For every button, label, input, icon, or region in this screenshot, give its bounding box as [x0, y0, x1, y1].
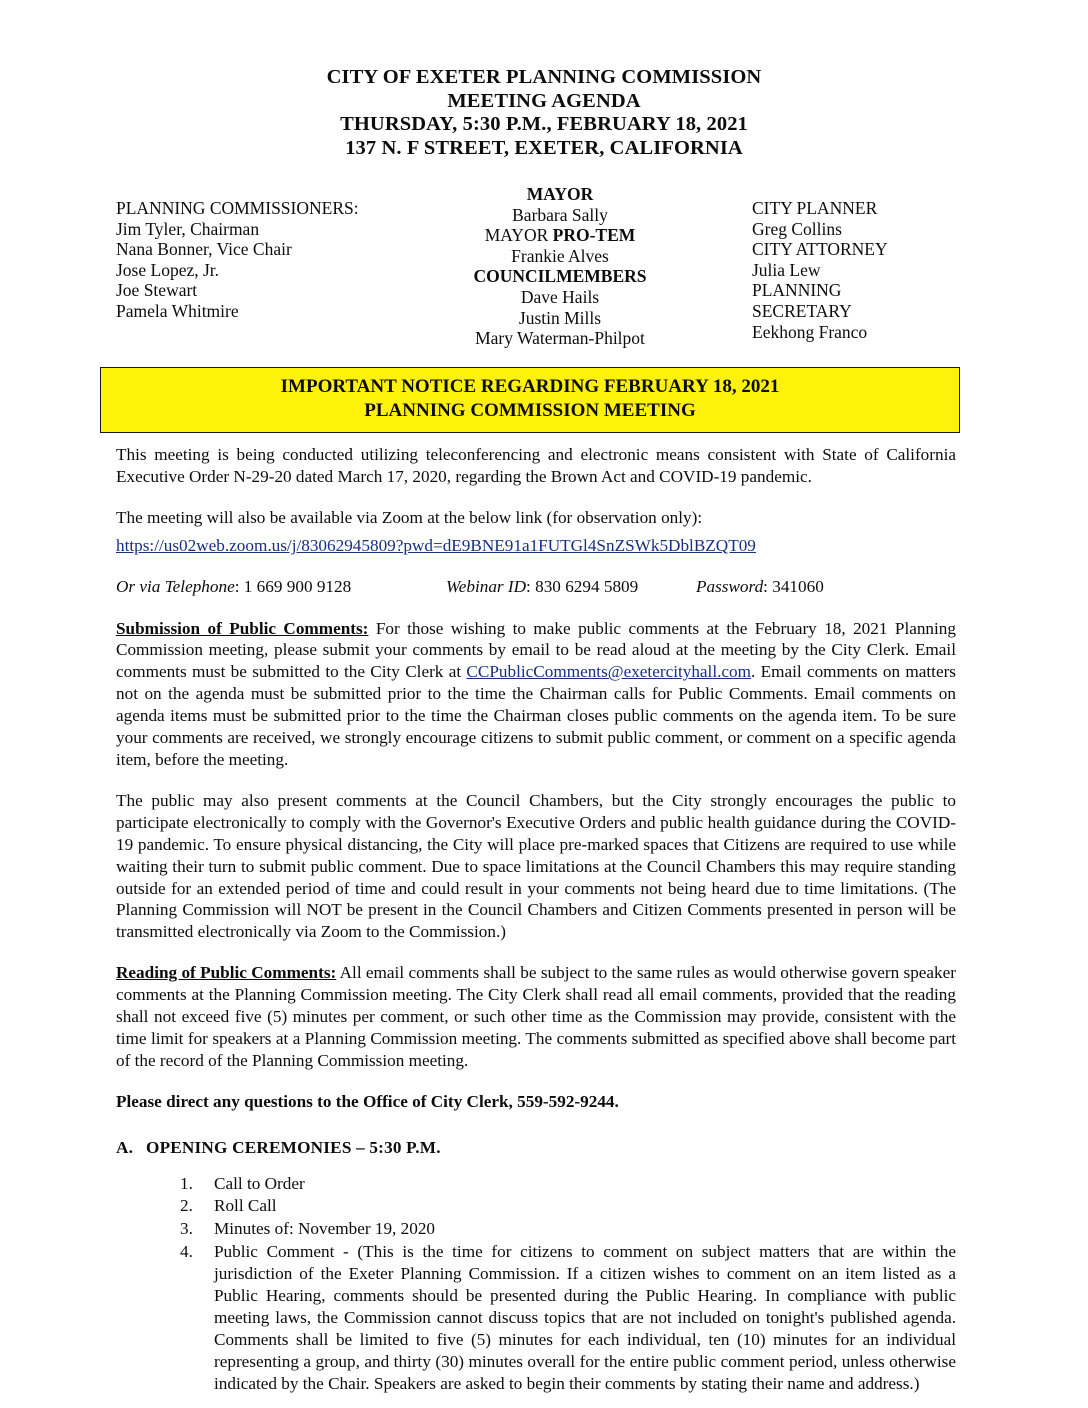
council-column	[420, 184, 700, 349]
councilmembers-heading: COUNCILMEMBERS	[473, 266, 647, 287]
password-detail	[696, 576, 824, 598]
questions-contact-line: Please direct any questions to the Office of City Clerk, 559-592-9244.	[116, 1091, 619, 1111]
teleconference-paragraph: This meeting is being conducted utilizing teleconferencing and electronic means consistent with State of California Executive Order N-29-20 dated March 17, 2020, regarding the Brown Act and COVID-19 pandemic.	[116, 445, 956, 486]
staff-line: Eekhong Franco	[752, 321, 868, 342]
staff-column	[752, 184, 1052, 342]
public-comments-email-link[interactable]: CCPublicComments@exetercityhall.com	[466, 662, 751, 682]
agenda-item[interactable]: Public Comment - (This is the time for citizens to comment on subject matters that are within the jurisdiction of the Exeter Planning Commission. If a citizen wishes to comment on an item listed as a Public Hearing, comments should be presented during the Public Hearing. In compliance with public meeting laws, the Commission cannot discuss topics that are not included on tonight's published agenda. Comments shall be limited to five (5) minutes for each individual, ten (10) minutes for an individual representing a group, and thirty (30) minutes overall for the entire public comment period, unless otherwise indicated by the Chair. Speakers are asked to begin their comments by stating their name and address.)	[214, 1242, 956, 1393]
column-spacer	[116, 184, 446, 198]
section-a-heading	[116, 1137, 956, 1159]
councilmember-name: Mary Waterman-Philpot	[475, 328, 645, 349]
staff-line: Greg Collins	[752, 218, 842, 239]
submission-text-part-2: . Email comments on matters not on the agenda must be submitted prior to the time the Chairman calls for Public Comments. Email comments on agenda items must be submitted prior to the time the Chairman closes public comments on the agenda item. To be sure your comments are received, we strongly encourage citizens to submit public comment, or comment on a specific agenda item, before the meeting.	[116, 662, 956, 769]
commissioner-name: Nana Bonner, Vice Chair	[116, 239, 292, 260]
reading-lead-label: Reading of Public Comments:	[116, 963, 337, 983]
document-body	[116, 444, 956, 1396]
submission-text-part-1: For those wishing to make public comments at the February 18, 2021 Planning Commission meeting, please submit your comments by email to be read aloud at the meeting by the City Clerk. Email comments must be submitted to the City Clerk at	[116, 618, 956, 682]
mayor-name: Barbara Sally	[512, 204, 608, 225]
password-value: : 341060	[763, 576, 824, 596]
title-line-1: CITY OF EXETER PLANNING COMMISSION	[326, 66, 762, 88]
submission-lead-label: Submission of Public Comments:	[116, 618, 369, 638]
mayor-pro-tem-heading	[420, 225, 700, 246]
councilmember-name: Dave Hails	[520, 286, 600, 307]
section-a-title: OPENING CEREMONIES – 5:30 P.M.	[146, 1137, 441, 1157]
staff-line: Julia Lew	[752, 259, 821, 280]
section-a-letter: A.	[116, 1137, 134, 1157]
agenda-item-list	[116, 1173, 956, 1395]
staff-line: CITY PLANNER	[752, 198, 878, 218]
dial-in-details	[116, 576, 956, 598]
notice-line-2: PLANNING COMMISSION MEETING	[364, 400, 696, 421]
commissioner-name: Jim Tyler, Chairman	[116, 218, 260, 239]
title-line-4: 137 N. F STREET, EXETER, CALIFORNIA	[345, 136, 743, 159]
zoom-link-paragraph	[116, 535, 956, 557]
pro-tem-heading-plain: MAYOR	[484, 225, 553, 246]
title-line-2: MEETING AGENDA	[447, 89, 641, 112]
agenda-item[interactable]: Call to Order	[214, 1173, 305, 1193]
notice-line-1: IMPORTANT NOTICE REGARDING FEBRUARY 18, 2021	[280, 376, 780, 397]
staff-line: CITY ATTORNEY	[752, 239, 888, 260]
commissioners-column	[116, 184, 446, 322]
staff-line: PLANNING	[752, 280, 842, 301]
reading-of-public-comments-paragraph	[116, 962, 956, 1072]
page-title	[0, 0, 1088, 160]
councilmember-name: Justin Mills	[518, 307, 602, 328]
mayor-pro-tem-name: Frankie Alves	[511, 245, 609, 266]
webinar-id-detail	[446, 576, 696, 598]
commissioner-name: Jose Lopez, Jr.	[116, 259, 220, 280]
title-line-3: THURSDAY, 5:30 P.M., FEBRUARY 18, 2021	[340, 113, 748, 135]
zoom-intro-paragraph: The meeting will also be available via Zoom at the below link (for observation only):	[116, 507, 703, 527]
submission-of-public-comments-paragraph	[116, 618, 956, 771]
telephone-label: Or via Telephone	[116, 576, 235, 596]
staff-line: SECRETARY	[752, 300, 852, 321]
zoom-meeting-link[interactable]: https://us02web.zoom.us/j/83062945809?pwd=dE9BNE91a1FUTGl4SnZSWk5DblBZQT09	[116, 535, 756, 555]
telephone-detail	[116, 576, 446, 598]
commissioner-name: Pamela Whitmire	[116, 300, 239, 321]
officials-block	[0, 184, 1088, 349]
commissioners-heading: PLANNING COMMISSIONERS:	[116, 198, 359, 218]
webinar-value: : 830 6294 5809	[526, 576, 639, 596]
pro-tem-heading-bold: PRO-TEM	[552, 225, 636, 246]
commissioner-name: Joe Stewart	[116, 280, 198, 301]
telephone-value: : 1 669 900 9128	[234, 576, 352, 596]
important-notice-banner	[100, 367, 960, 433]
agenda-item[interactable]: Minutes of: November 19, 2020	[214, 1219, 436, 1239]
webinar-label: Webinar ID	[446, 576, 527, 596]
council-chambers-paragraph: The public may also present comments at the Council Chambers, but the City strongly encourages the public to participate electronically to comply with the Governor's Executive Orders and public health guidance during the COVID-19 pandemic. To ensure physical distancing, the City will place pre-marked spaces that Citizens are required to use while waiting their turn to submit public comment. Due to space limitations at the Council Chambers this may require standing outside for an extended period of time and could result in your comments not being heard due to time limitations. (The Planning Commission will NOT be present in the Council Chambers and Citizen Comments presented in person will be transmitted electronically via Zoom to the Commission.)	[116, 790, 956, 942]
agenda-item[interactable]: Roll Call	[214, 1196, 277, 1216]
password-label: Password	[696, 576, 764, 596]
mayor-heading: MAYOR	[526, 184, 594, 204]
reading-body-text: All email comments shall be subject to the same rules as would otherwise govern speaker comments at the Planning Commission meeting. The City Clerk shall read all email comments, provided that the reading shall not exceed five (5) minutes per comment, or such other time as the Commission may provide, consistent with the time limit for speakers at a Planning Commission meeting. The comments submitted as specified above shall become part of the record of the Planning Commission meeting.	[116, 963, 956, 1070]
